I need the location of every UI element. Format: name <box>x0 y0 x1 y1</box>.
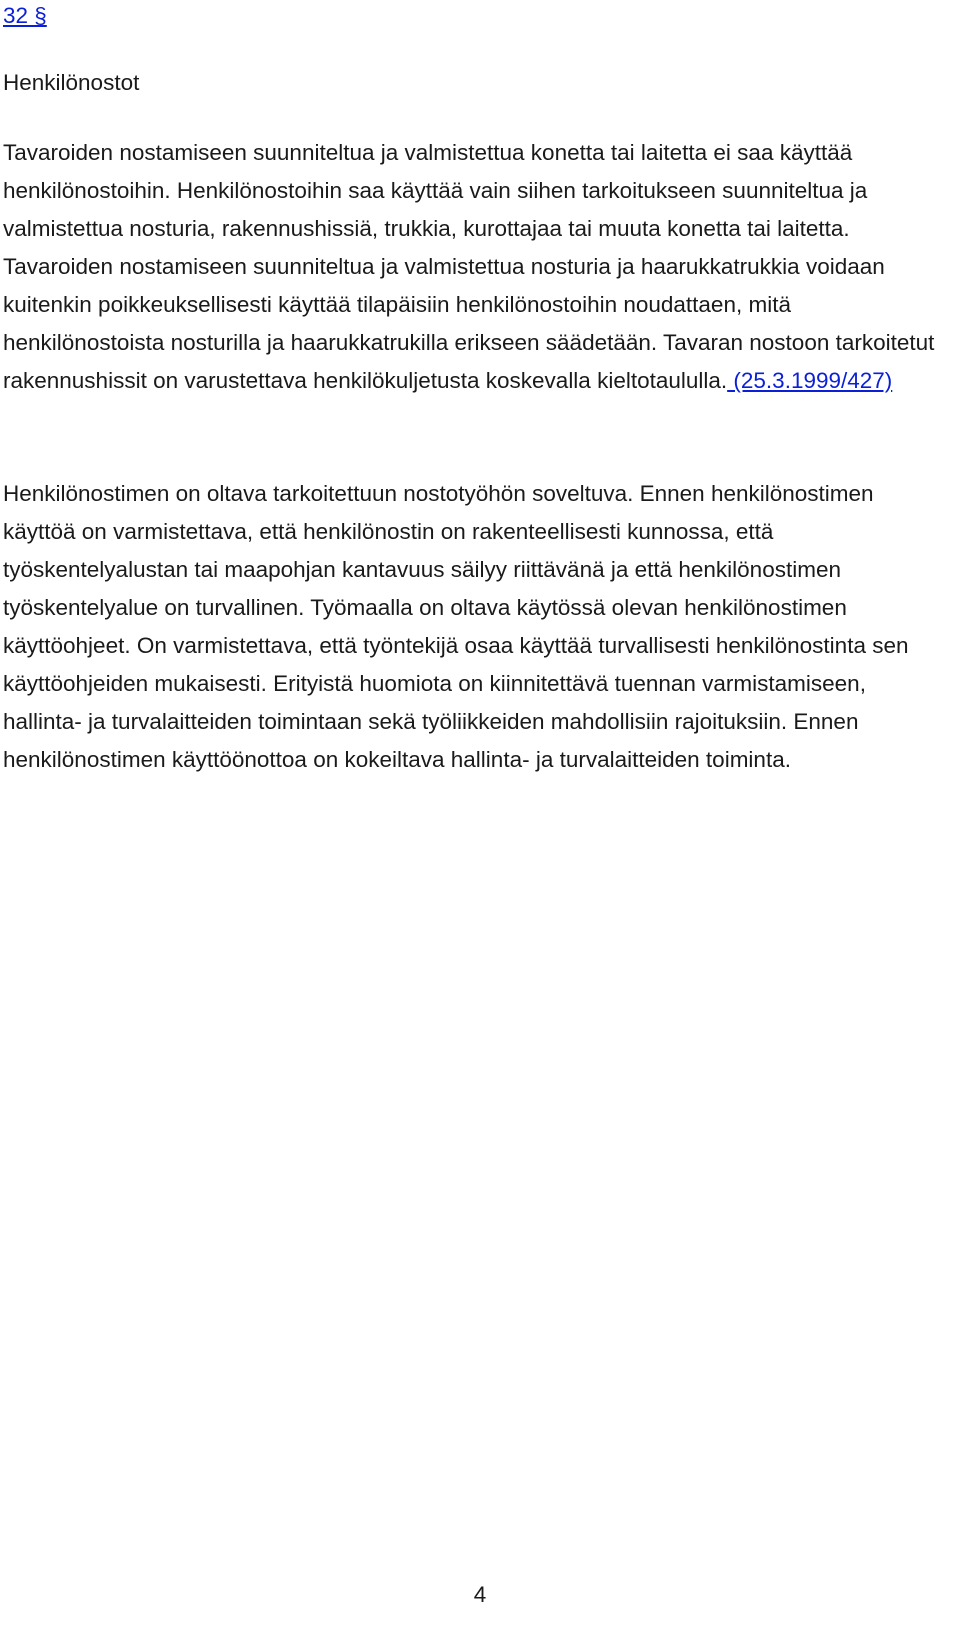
page-number: 4 <box>473 1582 487 1607</box>
amendment-link[interactable]: (25.3.1999/427) <box>727 368 893 393</box>
paragraph-2 <box>3 475 943 779</box>
paragraph-1 <box>3 134 943 400</box>
section-heading: Henkilönostot <box>3 70 140 95</box>
paragraph-2-text: Henkilönostimen on oltava tarkoitettuun nostotyöhön soveltuva. Ennen henkilönostimen käyttöä on varmistettava, että henkilönostin on rakenteellisesti kunnossa, että työskentelyalustan tai maapohjan kantavuus säilyy riittävänä ja että henkilönostimen työskentelyalue on turvallinen. Työmaalla on oltava käytössä olevan henkilönostimen käyttöohjeet. On varmistettava, että työntekijä osaa käyttää turvallisesti henkilönostinta sen käyttöohjeiden mukaisesti. Erityistä huomiota on kiinnitettävä tuennan varmistamiseen, hallinta- ja turvalaitteiden toimintaan sekä työliikkeiden mahdollisiin rajoituksiin. Ennen henkilönostimen käyttöönottoa on kokeiltava hallinta- ja turvalaitteiden toiminta. <box>3 481 909 772</box>
section-link[interactable]: 32 § <box>3 3 47 28</box>
paragraph-1-text: Tavaroiden nostamiseen suunniteltua ja valmistettua konetta tai laitetta ei saa käyttää henkilönostoihin. Henkilönostoihin saa käyttää vain siihen tarkoitukseen suunniteltua ja valmistettua nosturia, rakennushissiä, trukkia, kurottajaa tai muuta konetta tai laitetta. Tavaroiden nostamiseen suunniteltua ja valmistettua nosturia ja haarukkatrukkia voidaan kuitenkin poikkeuksellisesti käyttää tilapäisiin henkilönostoihin noudattaen, mitä henkilönostoista nosturilla ja haarukkatrukilla erikseen säädetään. Tavaran nostoon tarkoitetut rakennushissit on varustettava henkilökuljetusta koskevalla kieltotaululla. <box>3 140 935 393</box>
